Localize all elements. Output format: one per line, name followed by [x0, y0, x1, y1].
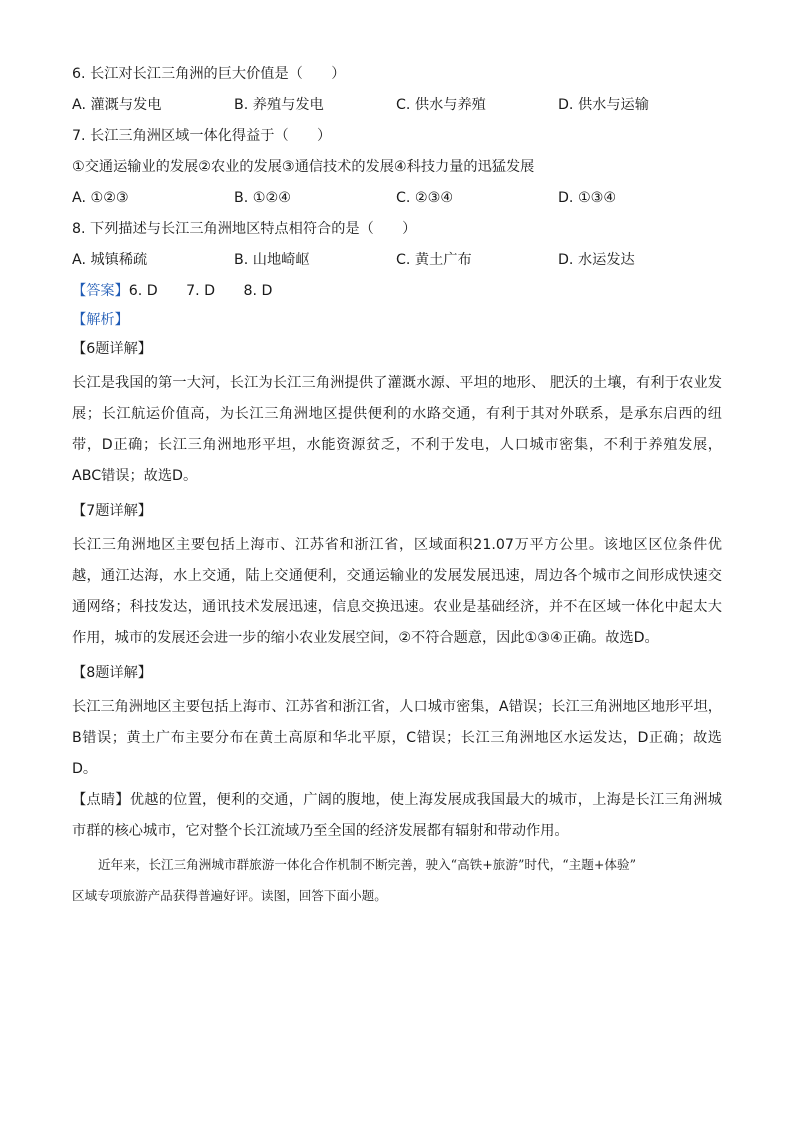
question-6-stem: 6. 长江对长江三角洲的巨大价值是（ ） — [72, 66, 346, 82]
q8-option-a: A. 城镇稀疏 — [72, 252, 148, 268]
q6-option-c: C. 供水与养殖 — [396, 97, 486, 113]
comment-block — [72, 785, 722, 847]
q6-option-d: D. 供水与运输 — [558, 97, 649, 113]
detail-8-title: 【8题详解】 — [72, 665, 152, 681]
detail-7-text: 长江三角洲地区主要包括上海市、江苏省和浙江省，区域面积21.07万平方公里。该地区区位条件优越，通江达海，水上交通，陆上交通便利，交通运输业的发展发展迅速，周边各个城市之间形成快速交通网络；科技发达，通讯技术发展迅速，信息交换迅速。农业是基础经济，并不在区域一体化中起太大作用，城市的发展还会进一步的缩小农业发展空间，②不符合题意，因此①③④正确。故选D。 — [72, 537, 722, 646]
q7-option-c: C. ②③④ — [396, 190, 454, 206]
detail-8-text: 长江三角洲地区主要包括上海市、江苏省和浙江省，人口城市密集，A错误；长江三角洲地区地形平坦，B错误；黄土广布主要分布在黄土高原和华北平原，C错误；长江三角洲地区水运发达，D正确；故选D。 — [72, 699, 722, 777]
document-page — [72, 64, 722, 911]
question-7-options — [72, 188, 722, 208]
intro-line-1: 近年来，长江三角洲城市群旅游一体化合作机制不断完善，驶入“高铁+旅游”时代，“主题+体验” — [98, 857, 637, 872]
answer-line — [72, 281, 722, 301]
q8-option-c: C. 黄土广布 — [396, 252, 472, 268]
intro-paragraph — [72, 849, 722, 911]
detail-7-title: 【7题详解】 — [72, 503, 152, 519]
question-6-options — [72, 95, 722, 115]
detail-6-title: 【6题详解】 — [72, 341, 152, 357]
q7-option-d: D. ①③④ — [558, 190, 617, 206]
comment-label: 【点睛】 — [72, 792, 130, 808]
question-8-options — [72, 250, 722, 270]
question-7-statement: ①交通运输业的发展②农业的发展③通信技术的发展④科技力量的迅猛发展 — [72, 159, 535, 175]
q8-option-b: B. 山地崎岖 — [234, 252, 310, 268]
q7-option-b: B. ①②④ — [234, 190, 291, 206]
question-8-stem: 8. 下列描述与长江三角洲地区特点相符合的是（ ） — [72, 221, 417, 237]
q7-option-a: A. ①②③ — [72, 190, 129, 206]
q6-option-b: B. 养殖与发电 — [234, 97, 324, 113]
question-7-stem: 7. 长江三角洲区域一体化得益于（ ） — [72, 128, 332, 144]
q8-option-d: D. 水运发达 — [558, 252, 635, 268]
answer-text: 6. D 7. D 8. D — [128, 283, 273, 299]
intro-line-2: 区域专项旅游产品获得普遍好评。读图，回答下面小题。 — [72, 888, 387, 903]
detail-6-text: 长江是我国的第一大河，长江为长江三角洲提供了灌溉水源、平坦的地形、 肥沃的土壤，有利于农业发展；长江航运价值高，为长江三角洲地区提供便利的水路交通，有利于其对外联系，是承东启西的纽带，D正确；长江三角洲地形平坦，水能资源贫乏，不利于发电，人口城市密集，不利于养殖发展，ABC错误；故选D。 — [72, 375, 722, 484]
comment-text: 优越的位置，便利的交通，广阔的腹地，使上海发展成我国最大的城市，上海是长江三角洲城市群的核心城市，它对整个长江流域乃至全国的经济发展都有辐射和带动作用。 — [72, 792, 722, 839]
q6-option-a: A. 灌溉与发电 — [72, 97, 162, 113]
answer-label: 【答案】 — [72, 283, 129, 299]
analysis-label: 【解析】 — [72, 312, 129, 328]
